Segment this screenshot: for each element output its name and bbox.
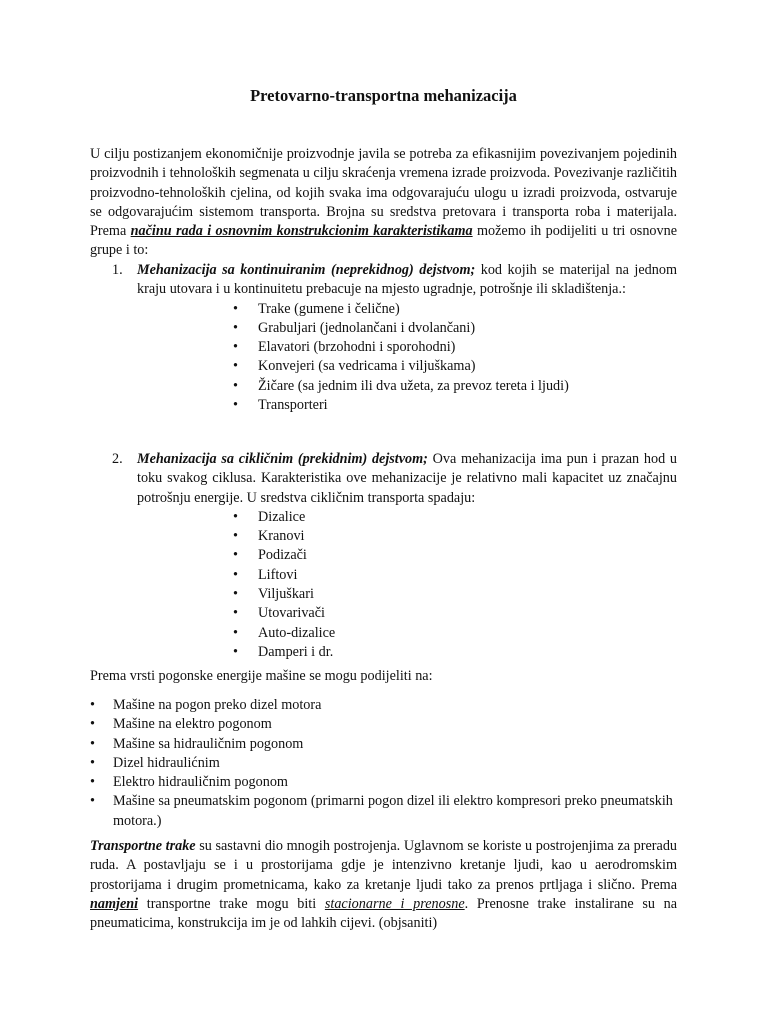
bullet-icon: • xyxy=(233,528,238,545)
belts-paragraph: Transportne trake su sastavni dio mnogih postrojenja. Uglavnom se koriste u postrojenjima za preradu ruda. A postavljaju se i u prostorijama gdje je intenzivno kretanje ljudi, kao u aerodromskim prostorijama i drugim prometnicama, kako za kretanje ljudi tako za prenos prtljaga i slično. Prema namjeni transportne trake mogu biti stacionarne i prenosne. Prenosne trake instalirane su na pneumaticima, konstrukcija im je od lahkih cijevi. (objsaniti) xyxy=(90,838,678,932)
list-item: • Dizalice xyxy=(90,508,677,527)
bullet-icon: • xyxy=(90,697,95,713)
bullet-icon: • xyxy=(233,377,238,394)
list-item: • Konvejeri (sa vedricama i viljuškama) xyxy=(90,357,677,376)
bullet-icon: • xyxy=(233,397,238,414)
list-item: • Mašine na pogon preko dizel motora xyxy=(90,696,677,715)
bullet-icon: • xyxy=(233,586,238,603)
bullet-icon: • xyxy=(233,624,238,641)
group-2-list xyxy=(90,508,677,662)
group-1-text xyxy=(137,261,677,300)
list-item: • Viljuškari xyxy=(90,585,677,604)
intro-paragraph xyxy=(90,145,677,261)
bullet-icon: • xyxy=(233,547,238,564)
bullet-icon: • xyxy=(90,735,95,752)
energy-list xyxy=(90,696,677,831)
bullet-icon: • xyxy=(233,605,238,622)
list-item: • Mašine na elektro pogonom xyxy=(90,715,677,734)
group-1 xyxy=(90,261,677,415)
bullet-icon: • xyxy=(233,300,238,317)
energy-intro: Prema vrsti pogonske energije mašine se mogu podijeliti na: xyxy=(90,668,433,684)
list-item: • Elektro hidrauličnim pogonom xyxy=(90,773,677,792)
list-item: • Trake (gumene i čelične) xyxy=(90,300,677,319)
group-2-number: 2. xyxy=(112,451,123,467)
group-1-heading: Mehanizacija sa kontinuiranim (neprekidnog) dejstvom; xyxy=(137,262,476,278)
belts-emphasis: namjeni xyxy=(90,895,139,912)
bullet-icon: • xyxy=(90,774,95,791)
list-item: • Dizel hidraulićnim xyxy=(90,754,677,773)
list-item: • Kranovi xyxy=(90,527,677,546)
group-2 xyxy=(90,450,677,662)
group-2-text xyxy=(137,450,677,508)
list-item: • Mašine sa pneumatskim pogonom (primarni pogon dizel ili elektro kompresori preko pneumatskih motora.) xyxy=(90,793,673,829)
bullet-icon: • xyxy=(233,566,238,583)
bullet-icon: • xyxy=(90,716,95,733)
intro-emphasis: načinu rada i osnovnim konstrukcionim karakteristikama xyxy=(130,223,473,240)
group-2-heading: Mehanizacija sa cikličnim (prekidnim) dejstvom; xyxy=(137,451,428,467)
list-item: • Transporteri xyxy=(90,396,677,415)
bullet-icon: • xyxy=(233,339,238,356)
list-item: • Mašine sa hidrauličnim pogonom xyxy=(90,735,677,754)
belts-heading: Transportne trake xyxy=(90,838,196,854)
bullet-icon: • xyxy=(90,793,95,810)
group-1-description: kod kojih se materijal na jednom kraju utovara i u kontinuitetu prebacuje na mjesto ugradnje, potrošnje ili skladištenja.: xyxy=(137,262,677,298)
list-item: • Damperi i dr. xyxy=(90,643,677,662)
group-1-number: 1. xyxy=(112,262,123,278)
document-title: Pretovarno-transportna mehanizacija xyxy=(250,86,517,105)
bullet-icon: • xyxy=(233,358,238,375)
intro-text-before: U cilju postizanjem ekonomičnije proizvodnje javila se potreba za efikasnijim povezivanjem pojedinih proizvodnih i tehnoloških segmenata u cilju skraćenja vremena izrade proizvoda. Povezivanje različitih proizvodno-tehnoloških cjelina, od kojih svaka ima odgovarajuću ulogu u izradi proizvoda, ostvaruje se odgovarajućim sistemom transporta. Brojna su sredstva pretovara i transporta roba i materijala. Prema xyxy=(90,146,677,240)
bullet-icon: • xyxy=(233,508,238,525)
list-item: • Liftovi xyxy=(90,566,677,585)
group-1-list xyxy=(90,300,677,416)
list-item: • Podizači xyxy=(90,546,677,565)
list-item: • Elavatori (brzohodni i sporohodni) xyxy=(90,338,677,357)
bullet-icon: • xyxy=(90,754,95,771)
group-2-description: Ova mehanizacija ima pun i prazan hod u toku svakog ciklusa. Karakteristika ove mehanizacije je relativno mali kapacitet uz značajnu potrošnju energije. U sredstva cikličnim transporta spadaju: xyxy=(137,451,677,506)
intro-text-after: možemo ih podijeliti u tri osnovne grupe i to: xyxy=(90,223,677,259)
bullet-icon: • xyxy=(233,319,238,336)
list-item: • Utovarivači xyxy=(90,604,677,623)
list-item: • Grabuljari (jednolančani i dvolančani) xyxy=(90,319,677,338)
bullet-icon: • xyxy=(233,643,238,660)
list-item: • Žičare (sa jednim ili dva užeta, za prevoz tereta i ljudi) xyxy=(90,377,677,396)
list-item: • Auto-dizalice xyxy=(90,624,677,643)
belts-types: stacionarne i prenosne xyxy=(324,895,465,912)
